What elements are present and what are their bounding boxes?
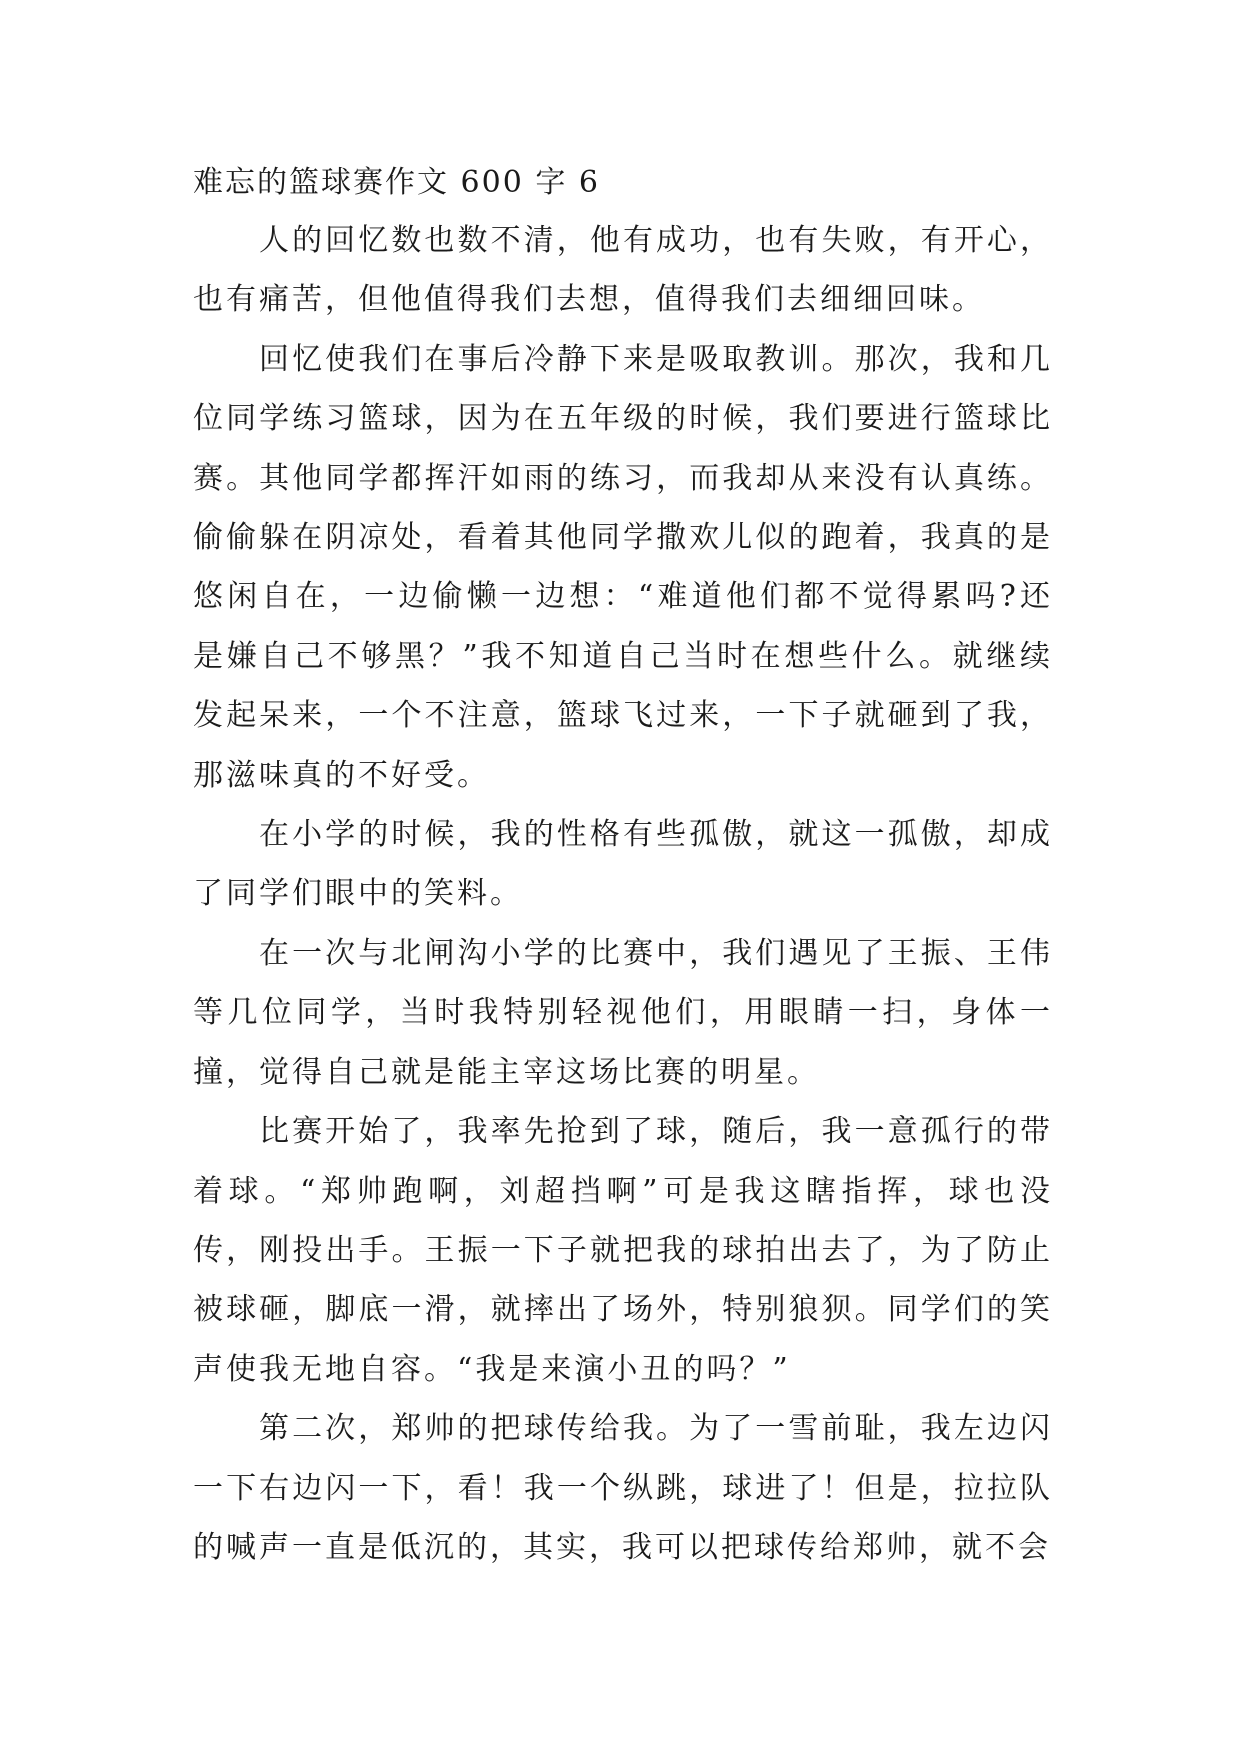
document-body [193, 155, 1053, 1577]
essay-title: 难忘的篮球赛作文 600 字 6 [193, 165, 600, 200]
paragraph-1: 人的回忆数也数不清，他有成功，也有失败，有开心，也有痛苦，但他值得我们去想，值得我们去细细回味。 [193, 223, 1053, 318]
paragraph-5: 比赛开始了，我率先抢到了球，随后，我一意孤行的带着球。“郑帅跑啊，刘超挡啊”可是我这瞎指挥，球也没传，刚投出手。王振一下子就把我的球拍出去了，为了防止被球砸，脚底一滑，就摔出了场外，特别狼狈。同学们的笑声使我无地自容。“我是来演小丑的吗？” [193, 1114, 1053, 1387]
paragraph-6: 第二次，郑帅的把球传给我。为了一雪前耻，我左边闪一下右边闪一下，看！我一个纵跳，球进了！但是，拉拉队的喊声一直是低沉的，其实，我可以把球传给郑帅，就不会 [193, 1411, 1053, 1565]
paragraph-4: 在一次与北闸沟小学的比赛中，我们遇见了王振、王伟等几位同学，当时我特别轻视他们，用眼睛一扫，身体一撞，觉得自己就是能主宰这场比赛的明星。 [193, 935, 1053, 1090]
paragraph-2: 回忆使我们在事后冷静下来是吸取教训。那次，我和几位同学练习篮球，因为在五年级的时候，我们要进行篮球比赛。其他同学都挥汗如雨的练习，而我却从来没有认真练。偷偷躲在阴凉处，看着其他同学撒欢儿似的跑着，我真的是悠闲自在，一边偷懒一边想：“难道他们都不觉得累吗?还是嫌自己不够黑？”我不知道自己当时在想些什么。就继续发起呆来，一个不注意，篮球飞过来，一下子就砸到了我，那滋味真的不好受。 [193, 341, 1053, 793]
paragraph-3: 在小学的时候，我的性格有些孤傲，就这一孤傲，却成了同学们眼中的笑料。 [193, 817, 1053, 912]
